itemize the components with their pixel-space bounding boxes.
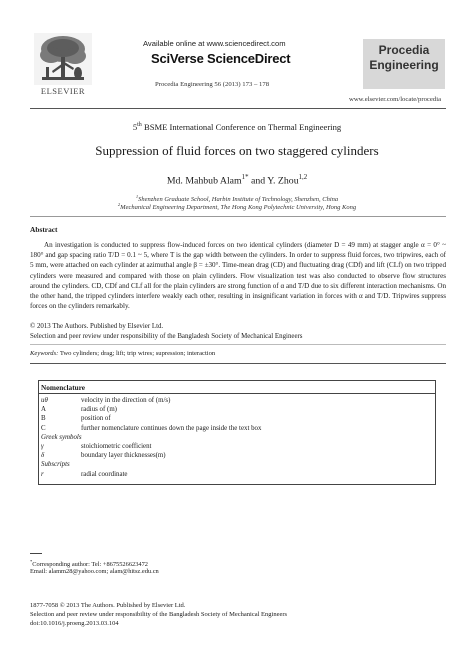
abstract-heading: Abstract	[30, 225, 58, 234]
nomenclature-description: further nomenclature continues down the page inside the text box	[81, 424, 262, 432]
paper-title: Suppression of fluid forces on two staggered cylinders	[95, 143, 379, 158]
nomenclature-row	[41, 405, 431, 414]
affiliation-1-mark: 1	[135, 194, 139, 199]
journal-badge	[363, 39, 445, 89]
conference-ordinal: 5	[132, 122, 138, 132]
nomenclature-row	[41, 396, 431, 405]
footer-peer-review: Selection and peer review under responsibility of the Bangladesh Society of Mechanical Engineers	[30, 611, 288, 618]
abstract-divider	[30, 363, 446, 364]
nomenclature-row	[41, 451, 431, 460]
nomenclature-description: boundary layer thicknesses(m)	[81, 452, 166, 460]
peer-review-notice: Selection and peer review under responsibility of the Bangladesh Society of Mechanical Engineers	[30, 333, 303, 340]
corresponding-author	[30, 559, 148, 568]
keywords-divider	[30, 344, 446, 345]
affiliation-2-mark: 2	[117, 202, 121, 207]
nomenclature-row	[41, 442, 431, 451]
nomenclature-description: radius of (m)	[81, 406, 117, 414]
keywords-line	[30, 350, 215, 357]
available-online-link[interactable]: Available online at www.sciencedirect.com	[143, 39, 286, 48]
nomenclature-row	[41, 424, 431, 433]
author-2-mark: 1,2	[298, 174, 308, 181]
footer-issn: 1877-7058 © 2013 The Authors. Published by Elsevier Ltd.	[30, 602, 186, 609]
nomenclature-heading: Nomenclature	[41, 383, 86, 392]
nomenclature-list	[41, 396, 431, 479]
nomenclature-description: radial coordinate	[81, 470, 128, 478]
affiliation-2-text: Mechanical Engineering Department, The Hong Kong Polytechnic University, Hong Kong	[120, 204, 357, 212]
nomenclature-group-subscripts: Subscripts	[41, 461, 70, 469]
conference-ordinal-suffix: th	[137, 122, 142, 129]
copyright-notice: © 2013 The Authors. Published by Elsevier Ltd.	[30, 323, 164, 330]
journal-name-line1: Procedia	[378, 43, 430, 57]
nomenclature-symbol: r	[41, 470, 44, 478]
journal-name-line2: Engineering	[369, 58, 439, 72]
nomenclature-description: velocity in the direction of (m/s)	[81, 397, 171, 404]
author-2: Y. Zhou	[267, 175, 299, 187]
author-list	[0, 174, 474, 186]
nomenclature-divider	[39, 393, 435, 394]
author-separator: and	[248, 175, 268, 187]
nomenclature-group-greek: Greek symbols	[41, 433, 82, 441]
nomenclature-symbol: B	[41, 415, 46, 423]
journal-url-link[interactable]: www.elsevier.com/locate/procedia	[349, 96, 442, 103]
nomenclature-box	[38, 380, 436, 485]
keywords-label: Keywords:	[30, 350, 59, 357]
conference-name	[0, 122, 474, 132]
author-1-mark: 1*	[241, 174, 249, 181]
abstract-body: An investigation is conducted to suppress flow-induced forces on two identical cylinders (diameter D = 49 mm) at stagger angle α = 0° ~ 180° and gap spacing ratio T/D = 0.1 ~ 5, where T is the gap width between the cylinders. In order to suppress fluid forces, two tripwires, each of 5 mm, were attached on each cylinder at azimuthal angle β = ±30°. Time-mean drag (CD) and fluctuating drag (CDf) and lift (CLf) on two tripped cylinders were measured and compared with those on plain cylinders. Flow visualization test was also conducted to observe flow structures around the cylinders. CD, CDf and CLf all for the plain cylinders are strong function of α and T/D due to six different interaction mechanisms. On the other hand, the tripped cylinders interfere weakly each other, resulting in insignificant variation in forces with α and T/D. Tripwires suppress forces on the cylinders remarkably.	[30, 241, 446, 311]
header-divider	[30, 108, 446, 109]
conference-rest: BSME International Conference on Thermal Engineering	[141, 122, 342, 132]
affiliation-2	[0, 202, 474, 211]
nomenclature-description: position of	[81, 415, 111, 423]
footnote-divider	[30, 553, 42, 554]
footer-doi[interactable]: doi:10.1016/j.proeng.2013.03.104	[30, 620, 119, 627]
corresponding-author-text: Corresponding author: Tel: +8675526623472	[32, 561, 148, 569]
nomenclature-symbol: γ	[41, 442, 44, 450]
nomenclature-row	[41, 414, 431, 423]
affiliation-1-text: Shenzhen Graduate School, Harbin Institute of Technology, Shenzhen, China	[138, 196, 339, 204]
keywords-list: Two cylinders; drag; lift; trip wires; supression; interaction	[58, 350, 216, 357]
nomenclature-symbol: δ	[41, 452, 45, 460]
author-1: Md. Mahbub Alam	[166, 175, 242, 187]
nomenclature-row	[41, 470, 431, 479]
nomenclature-symbol: A	[41, 406, 46, 414]
nomenclature-symbol: C	[41, 424, 46, 432]
nomenclature-symbol: uθ	[41, 397, 48, 404]
footnote-marker: *	[30, 559, 33, 564]
author-email[interactable]: Email: alamm28@yahoo.com; alam@hitsz.edu.cn	[30, 568, 159, 575]
publisher-name: ELSEVIER	[40, 86, 86, 96]
journal-citation: Procedia Engineering 56 (2013) 173 – 178	[155, 81, 270, 88]
sciencedirect-brand: SciVerse ScienceDirect	[151, 51, 291, 66]
nomenclature-description: stoichiometric coefficient	[81, 442, 152, 450]
title-divider	[30, 216, 446, 217]
